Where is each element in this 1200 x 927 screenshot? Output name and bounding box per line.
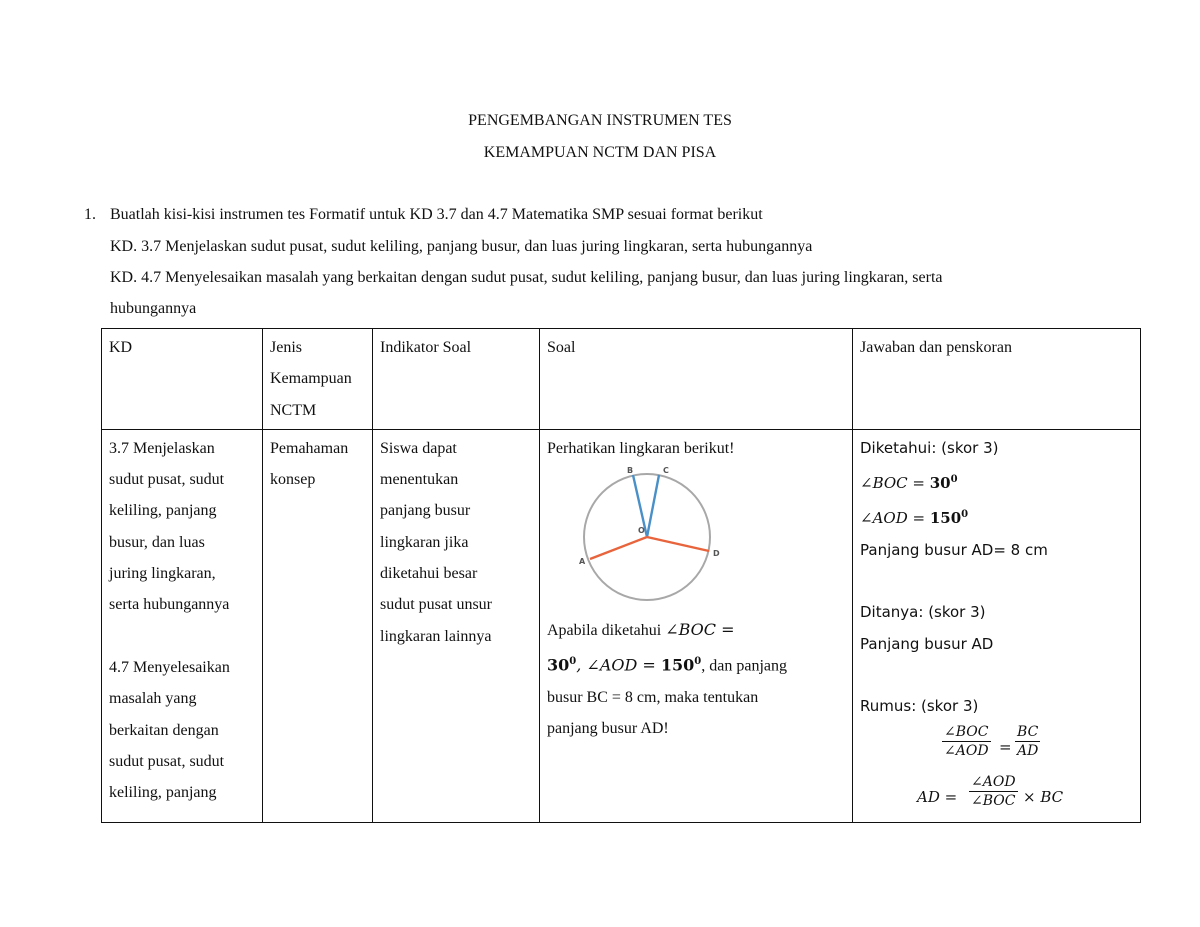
document-title-line-1: PENGEMBANGAN INSTRUMEN TES: [468, 112, 732, 129]
circle-figure: [547, 464, 845, 614]
radius-od: [647, 537, 709, 551]
header-soal: Soal: [540, 329, 853, 430]
header-kd: KD: [102, 329, 263, 430]
kisi-kisi-table: [101, 328, 1141, 823]
circle-diagram: [563, 462, 723, 612]
jawaban-aod: ∠AOD = $150^0$: [860, 509, 969, 528]
soal-question-line-1: Apabila diketahui ∠BOC =: [547, 620, 735, 640]
formula-times-bc: × BC: [1023, 787, 1064, 806]
radius-oc: [647, 475, 659, 537]
header-jenis-kemampuan: Jenis Kemampuan NCTM: [263, 329, 373, 430]
rumus-formula: [860, 723, 1133, 819]
task-number: 1.: [84, 206, 96, 223]
formula-ad-lhs: AD =: [917, 787, 958, 806]
fraction-aod-boc: ∠AOD ∠BOC: [971, 773, 1016, 809]
soal-intro: Perhatikan lingkaran berikut!: [547, 439, 735, 457]
equals-sign: =: [999, 737, 1012, 756]
jawaban-busur: Panjang busur AD= 8 cm: [860, 540, 1048, 559]
soal-question-line-3: busur BC = 8 cm, maka tentukan: [547, 689, 759, 707]
header-jawaban: Jawaban dan penskoran: [853, 329, 1141, 430]
fraction-arc-ratio: $\frac{BC}{AD}$: [1017, 723, 1039, 759]
kd-47-description-cont: hubungannya: [110, 300, 197, 317]
fraction-angle-ratio: ∠BOC ∠AOD: [944, 723, 989, 759]
label-b: B: [627, 466, 634, 476]
cell-soal: [540, 429, 853, 822]
label-o: O: [638, 526, 645, 536]
jawaban-ditanya: Ditanya: (skor 3): [860, 603, 986, 622]
jawaban-rumus: Rumus: (skor 3): [860, 697, 979, 716]
document-title-line-2: KEMAMPUAN NCTM DAN PISA: [483, 144, 717, 161]
jawaban-diketahui: Diketahui: (skor 3): [860, 438, 999, 457]
cell-indikator-soal: Siswa dapat menentukan panjang busur lingkaran jika diketahui besar sudut pusat unsur lingkaran lainnya: [373, 429, 540, 822]
task-instruction: Buatlah kisi-kisi instrumen tes Formatif untuk KD 3.7 dan 4.7 Matematika SMP sesuai format berikut: [110, 206, 763, 223]
label-c: C: [663, 466, 669, 476]
table-row: [102, 429, 1141, 822]
jawaban-ditanya-value: Panjang busur AD: [860, 634, 994, 653]
kd-47-description: KD. 4.7 Menyelesaikan masalah yang berkaitan dengan sudut pusat, sudut keliling, panjang busur, dan luas juring lingkaran, serta: [110, 269, 943, 286]
cell-jawaban: [853, 429, 1141, 822]
label-d: D: [713, 549, 720, 559]
cell-jenis-kemampuan: Pemahaman konsep: [263, 429, 373, 822]
jawaban-boc: ∠BOC = $30^0$: [860, 474, 958, 493]
kd-37-description: KD. 3.7 Menjelaskan sudut pusat, sudut keliling, panjang busur, dan luas juring lingkaran, serta hubungannya: [110, 238, 813, 255]
soal-question-line-2: $30^0$, ∠AOD = $150^0$, dan panjang: [547, 655, 788, 675]
soal-question-line-4: panjang busur AD!: [547, 720, 669, 738]
table-header-row: [102, 329, 1141, 430]
label-a: A: [579, 557, 586, 567]
cell-kd: 3.7 Menjelaskan sudut pusat, sudut keliling, panjang busur, dan luas juring lingkaran, serta hubungannya 4.7 Menyelesaikan masalah yang berkaitan dengan sudut pusat, sudut keliling, panjang: [102, 429, 263, 822]
radius-oa: [590, 537, 647, 559]
header-indikator-soal: Indikator Soal: [373, 329, 540, 430]
